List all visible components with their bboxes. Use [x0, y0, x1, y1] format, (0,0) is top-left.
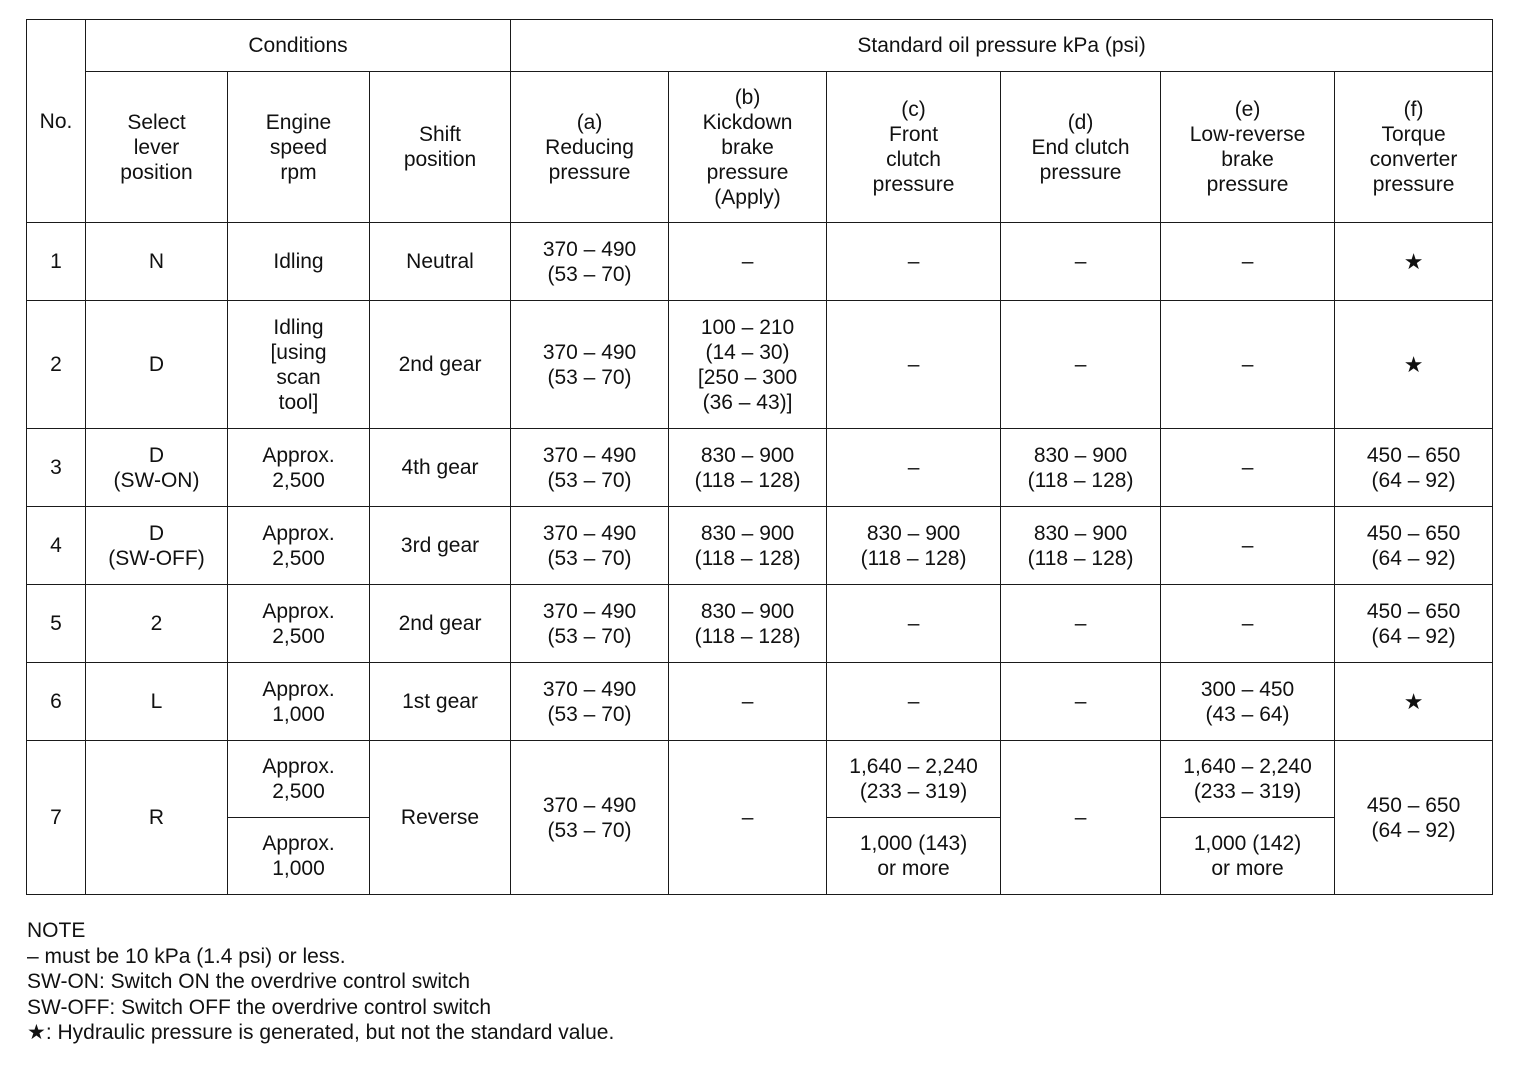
- cell-lever: D (SW-ON): [86, 429, 228, 507]
- cell-shift: 2nd gear: [370, 301, 511, 429]
- cell-no: 3: [27, 429, 86, 507]
- oil-pressure-table-wrapper: [26, 19, 1493, 895]
- cell-lever: R: [86, 741, 228, 895]
- cell-f: ★: [1335, 223, 1493, 301]
- cell-c: –: [827, 663, 1001, 741]
- cell-f: 450 – 650 (64 – 92): [1335, 585, 1493, 663]
- table-row-4: [27, 507, 1493, 585]
- cell-c: 830 – 900 (118 – 128): [827, 507, 1001, 585]
- cell-b: 830 – 900 (118 – 128): [669, 507, 827, 585]
- cell-b: –: [669, 741, 827, 895]
- cell-e: –: [1161, 301, 1335, 429]
- cell-no: 2: [27, 301, 86, 429]
- header-col-f: (f) Torque converter pressure: [1335, 72, 1493, 223]
- cell-d: 830 – 900 (118 – 128): [1001, 429, 1161, 507]
- cell-lever: N: [86, 223, 228, 301]
- cell-d: –: [1001, 663, 1161, 741]
- cell-no: 4: [27, 507, 86, 585]
- cell-a: 370 – 490 (53 – 70): [511, 585, 669, 663]
- cell-shift: Reverse: [370, 741, 511, 895]
- cell-a: 370 – 490 (53 – 70): [511, 663, 669, 741]
- cell-c-hi: 1,640 – 2,240 (233 – 319): [827, 741, 1001, 818]
- table-row-6: [27, 663, 1493, 741]
- note-sw-off-line: SW-OFF: Switch OFF the overdrive control switch: [27, 995, 492, 1019]
- header-shift-position: Shift position: [370, 72, 511, 223]
- cell-a: 370 – 490 (53 – 70): [511, 429, 669, 507]
- oil-pressure-table: [26, 19, 1493, 895]
- cell-e: –: [1161, 429, 1335, 507]
- table-row-2: [27, 301, 1493, 429]
- header-col-c: (c) Front clutch pressure: [827, 72, 1001, 223]
- cell-no: 1: [27, 223, 86, 301]
- cell-lever: L: [86, 663, 228, 741]
- header-col-b: (b) Kickdown brake pressure (Apply): [669, 72, 827, 223]
- cell-lever: 2: [86, 585, 228, 663]
- cell-d: –: [1001, 741, 1161, 895]
- cell-no: 6: [27, 663, 86, 741]
- cell-speed: Approx. 2,500: [228, 585, 370, 663]
- cell-e-lo: 1,000 (142) or more: [1161, 818, 1335, 895]
- cell-speed: Approx. 2,500: [228, 429, 370, 507]
- header-col-d: (d) End clutch pressure: [1001, 72, 1161, 223]
- cell-d: 830 – 900 (118 – 128): [1001, 507, 1161, 585]
- cell-f: 450 – 650 (64 – 92): [1335, 429, 1493, 507]
- cell-c: –: [827, 223, 1001, 301]
- cell-d: –: [1001, 223, 1161, 301]
- header-row-top: [27, 20, 1493, 72]
- cell-a: 370 – 490 (53 – 70): [511, 741, 669, 895]
- cell-e: 300 – 450 (43 – 64): [1161, 663, 1335, 741]
- cell-speed: Idling [using scan tool]: [228, 301, 370, 429]
- cell-b: –: [669, 663, 827, 741]
- cell-shift: 3rd gear: [370, 507, 511, 585]
- cell-b: –: [669, 223, 827, 301]
- cell-d: –: [1001, 301, 1161, 429]
- note-star-line: ★: Hydraulic pressure is generated, but not the standard value.: [27, 1021, 615, 1044]
- cell-c: –: [827, 429, 1001, 507]
- header-col-e: (e) Low-reverse brake pressure: [1161, 72, 1335, 223]
- cell-d: –: [1001, 585, 1161, 663]
- cell-lever: D (SW-OFF): [86, 507, 228, 585]
- note-title: NOTE: [27, 919, 86, 942]
- header-no: No.: [27, 20, 86, 223]
- cell-shift: 4th gear: [370, 429, 511, 507]
- table-row-7a: [27, 741, 1493, 818]
- cell-e: –: [1161, 507, 1335, 585]
- cell-no: 7: [27, 741, 86, 895]
- cell-a: 370 – 490 (53 – 70): [511, 507, 669, 585]
- header-standard-pressure: Standard oil pressure kPa (psi): [511, 20, 1493, 72]
- cell-a: 370 – 490 (53 – 70): [511, 223, 669, 301]
- cell-f: ★: [1335, 663, 1493, 741]
- header-conditions: Conditions: [86, 20, 511, 72]
- cell-b: 830 – 900 (118 – 128): [669, 585, 827, 663]
- cell-speed: Approx. 1,000: [228, 663, 370, 741]
- cell-speed-lo: Approx. 1,000: [228, 818, 370, 895]
- header-engine-speed: Engine speed rpm: [228, 72, 370, 223]
- cell-f: ★: [1335, 301, 1493, 429]
- table-row-3: [27, 429, 1493, 507]
- cell-e-hi: 1,640 – 2,240 (233 – 319): [1161, 741, 1335, 818]
- cell-f: 450 – 650 (64 – 92): [1335, 741, 1493, 895]
- cell-e: –: [1161, 585, 1335, 663]
- note-sw-on-line: SW-ON: Switch ON the overdrive control switch: [27, 970, 471, 993]
- cell-shift: 1st gear: [370, 663, 511, 741]
- cell-b: 830 – 900 (118 – 128): [669, 429, 827, 507]
- cell-c-lo: 1,000 (143) or more: [827, 818, 1001, 895]
- notes-section: [27, 918, 614, 1046]
- cell-shift: 2nd gear: [370, 585, 511, 663]
- cell-no: 5: [27, 585, 86, 663]
- header-col-a: (a) Reducing pressure: [511, 72, 669, 223]
- header-select-lever: Select lever position: [86, 72, 228, 223]
- table-row-1: [27, 223, 1493, 301]
- table-row-5: [27, 585, 1493, 663]
- cell-c: –: [827, 585, 1001, 663]
- cell-shift: Neutral: [370, 223, 511, 301]
- cell-b: 100 – 210 (14 – 30) [250 – 300 (36 – 43)]: [669, 301, 827, 429]
- cell-c: –: [827, 301, 1001, 429]
- cell-f: 450 – 650 (64 – 92): [1335, 507, 1493, 585]
- note-dash-line: – must be 10 kPa (1.4 psi) or less.: [27, 944, 346, 968]
- cell-speed: Idling: [228, 223, 370, 301]
- cell-speed-hi: Approx. 2,500: [228, 741, 370, 818]
- header-row-sub: [27, 72, 1493, 223]
- cell-speed: Approx. 2,500: [228, 507, 370, 585]
- cell-a: 370 – 490 (53 – 70): [511, 301, 669, 429]
- cell-lever: D: [86, 301, 228, 429]
- cell-e: –: [1161, 223, 1335, 301]
